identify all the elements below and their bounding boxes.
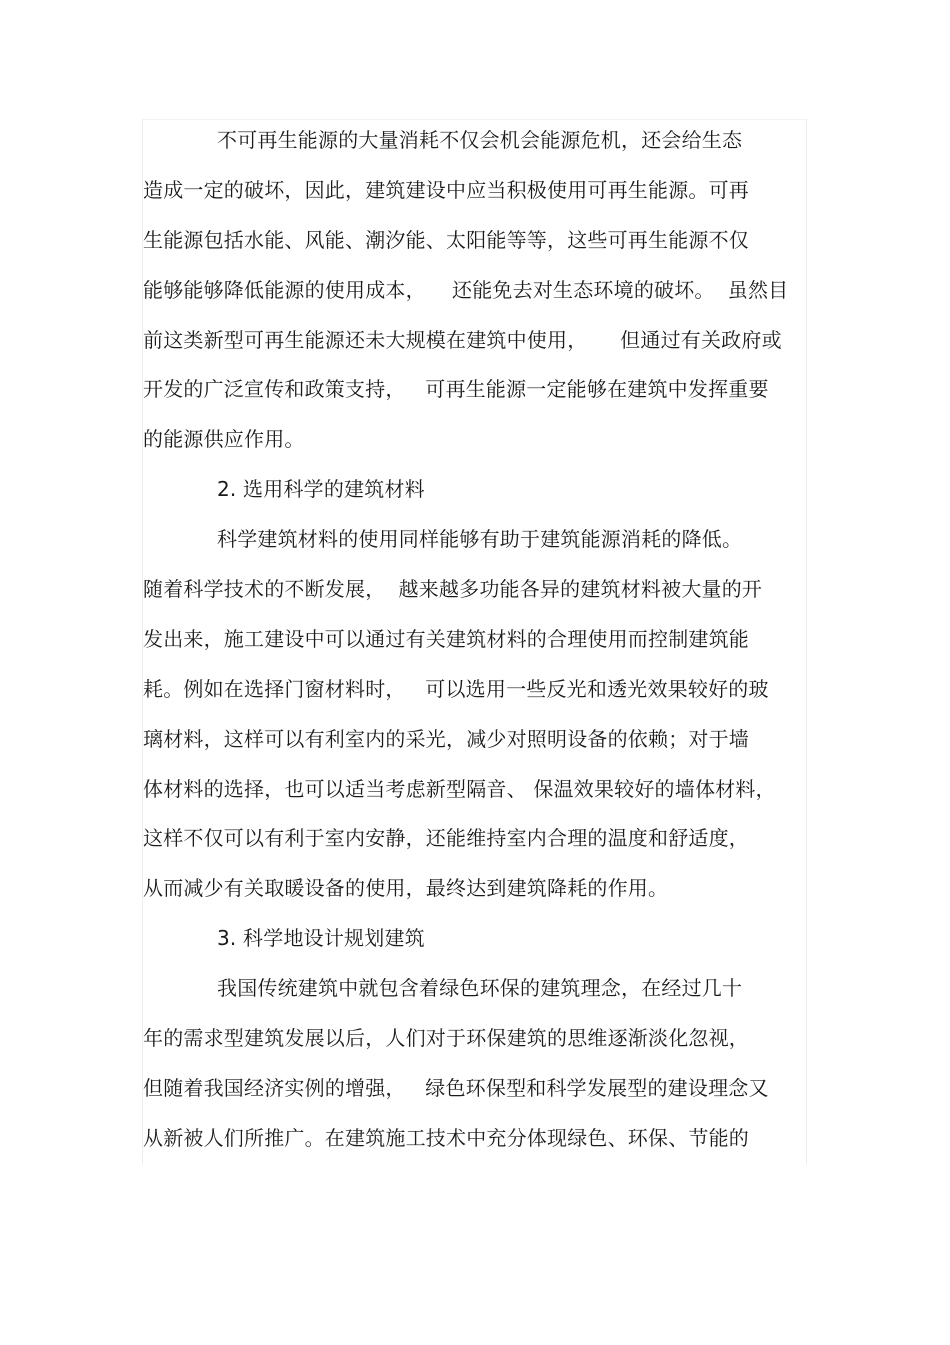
- paragraph-line: 随着科学技术的不断发展， 越来越多功能各异的建筑材料被大量的开: [143, 577, 763, 602]
- paragraph-line: 的能源供应作用。: [143, 427, 305, 452]
- paragraph-line: 体材料的选择，也可以适当考虑新型隔音、 保温效果较好的墙体材料，: [143, 776, 776, 801]
- document-body: [143, 116, 813, 1164]
- paragraph-line: 但随着我国经济实例的增强， 绿色环保型和科学发展型的建设理念又: [143, 1075, 769, 1100]
- paragraph-line: 不可再生能源的大量消耗不仅会机会能源危机，还会给生态: [217, 128, 743, 152]
- paragraph-line: 璃材料，这样可以有利室内的采光，减少对照明设备的依赖；对于墙: [143, 726, 749, 751]
- paragraph-line: 我国传统建筑中就包含着绿色环保的建筑理念，在经过几十: [217, 976, 743, 1001]
- paragraph-line: 耗。例如在选择门窗材料时， 可以选用一些反光和透光效果较好的玻: [143, 676, 769, 701]
- section-heading: 2. 选用科学的建筑材料: [217, 477, 425, 502]
- section-heading: 3. 科学地设计规划建筑: [217, 926, 425, 951]
- paragraph-line: 前这类新型可再生能源还未大规模在建筑中使用， 但通过有关政府或: [143, 327, 782, 352]
- paragraph-line: 从新被人们所推广。在建筑施工技术中充分体现绿色、环保、节能的: [143, 1125, 749, 1150]
- paragraph-line: 这样不仅可以有利于室内安静，还能维持室内合理的温度和舒适度，: [143, 826, 749, 851]
- paragraph-line: 科学建筑材料的使用同样能够有助于建筑能源消耗的降低。: [217, 527, 743, 552]
- paragraph-line: 造成一定的破坏，因此，建筑建设中应当积极使用可再生能源。可再: [143, 177, 749, 202]
- paragraph-line: 从而减少有关取暖设备的使用，最终达到建筑降耗的作用。: [143, 876, 669, 901]
- paragraph-line: 生能源包括水能、风能、潮汐能、太阳能等等，这些可再生能源不仅: [143, 227, 749, 252]
- paragraph-line: 能够能够降低能源的使用成本， 还能免去对生态环境的破坏。 虽然目: [143, 277, 789, 302]
- paragraph-line: 开发的广泛宣传和政策支持， 可再生能源一定能够在建筑中发挥重要: [143, 377, 769, 402]
- paragraph-line: 发出来，施工建设中可以通过有关建筑材料的合理使用而控制建筑能: [143, 626, 749, 651]
- paragraph-line: 年的需求型建筑发展以后，人们对于环保建筑的思维逐渐淡化忽视，: [143, 1026, 749, 1051]
